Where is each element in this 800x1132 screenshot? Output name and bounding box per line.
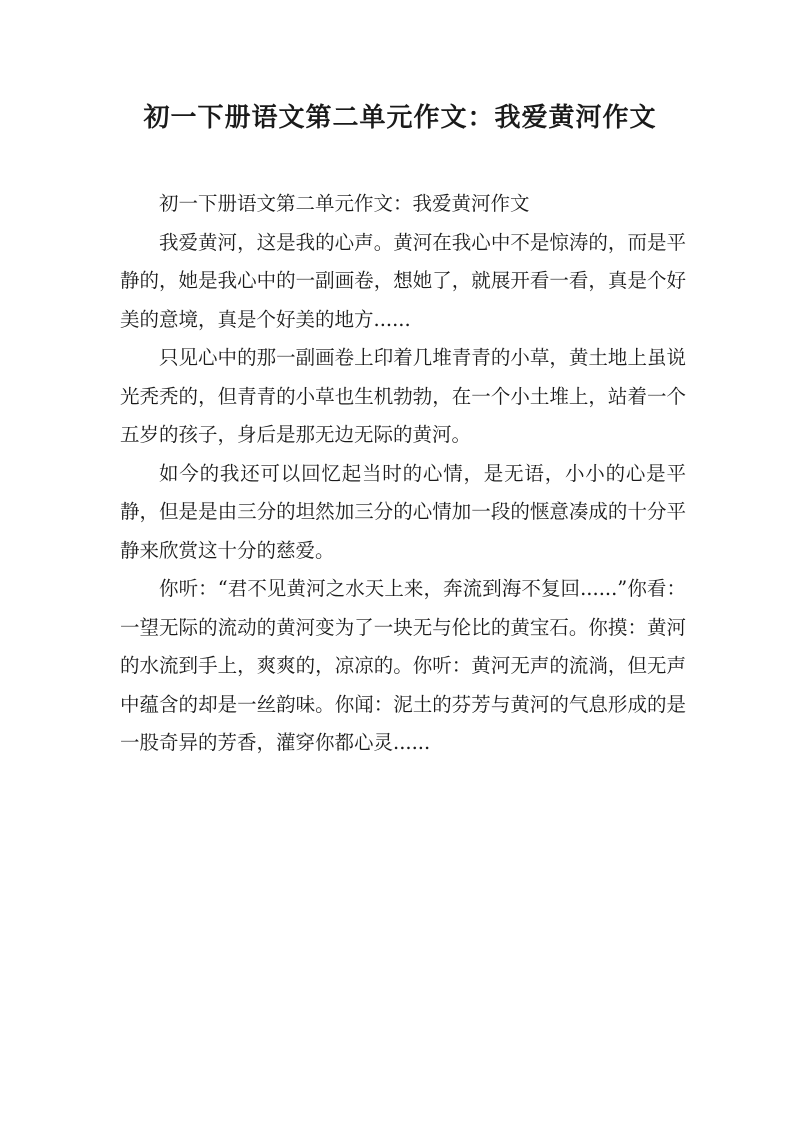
paragraph-heading: 初一下册语文第二单元作文：我爱黄河作文 — [159, 192, 530, 215]
paragraph-1: 我爱黄河，这是我的心声。黄河在我心中不是惊涛的，而是平静的，她是我心中的一副画卷，想她了，就展开看一看，真是个好美的意境，真是个好美的地方...... — [120, 230, 686, 331]
document-body — [120, 185, 686, 763]
document-title: 初一下册语文第二单元作文：我爱黄河作文 — [143, 103, 657, 133]
paragraph-3: 如今的我还可以回忆起当时的心情，是无语，小小的心是平静，但是是由三分的坦然加三分的心情加一段的惬意凑成的十分平静来欣赏这十分的慈爱。 — [120, 461, 686, 562]
paragraph-2: 只见心中的那一副画卷上印着几堆青青的小草，黄土地上虽说光秃秃的，但青青的小草也生机勃勃，在一个小土堆上，站着一个五岁的孩子，身后是那无边无际的黄河。 — [120, 346, 686, 446]
paragraph-4: 你听：“君不见黄河之水天上来，奔流到海不复回......”你看：一望无际的流动的黄河变为了一块无与伦比的黄宝石。你摸：黄河的水流到手上，爽爽的，凉凉的。你听：黄河无声的流淌，但无声中蕴含的却是一丝韵味。你闻：泥土的芬芳与黄河的气息形成的是一股奇异的芳香，灌穿你都心灵...... — [120, 577, 686, 754]
